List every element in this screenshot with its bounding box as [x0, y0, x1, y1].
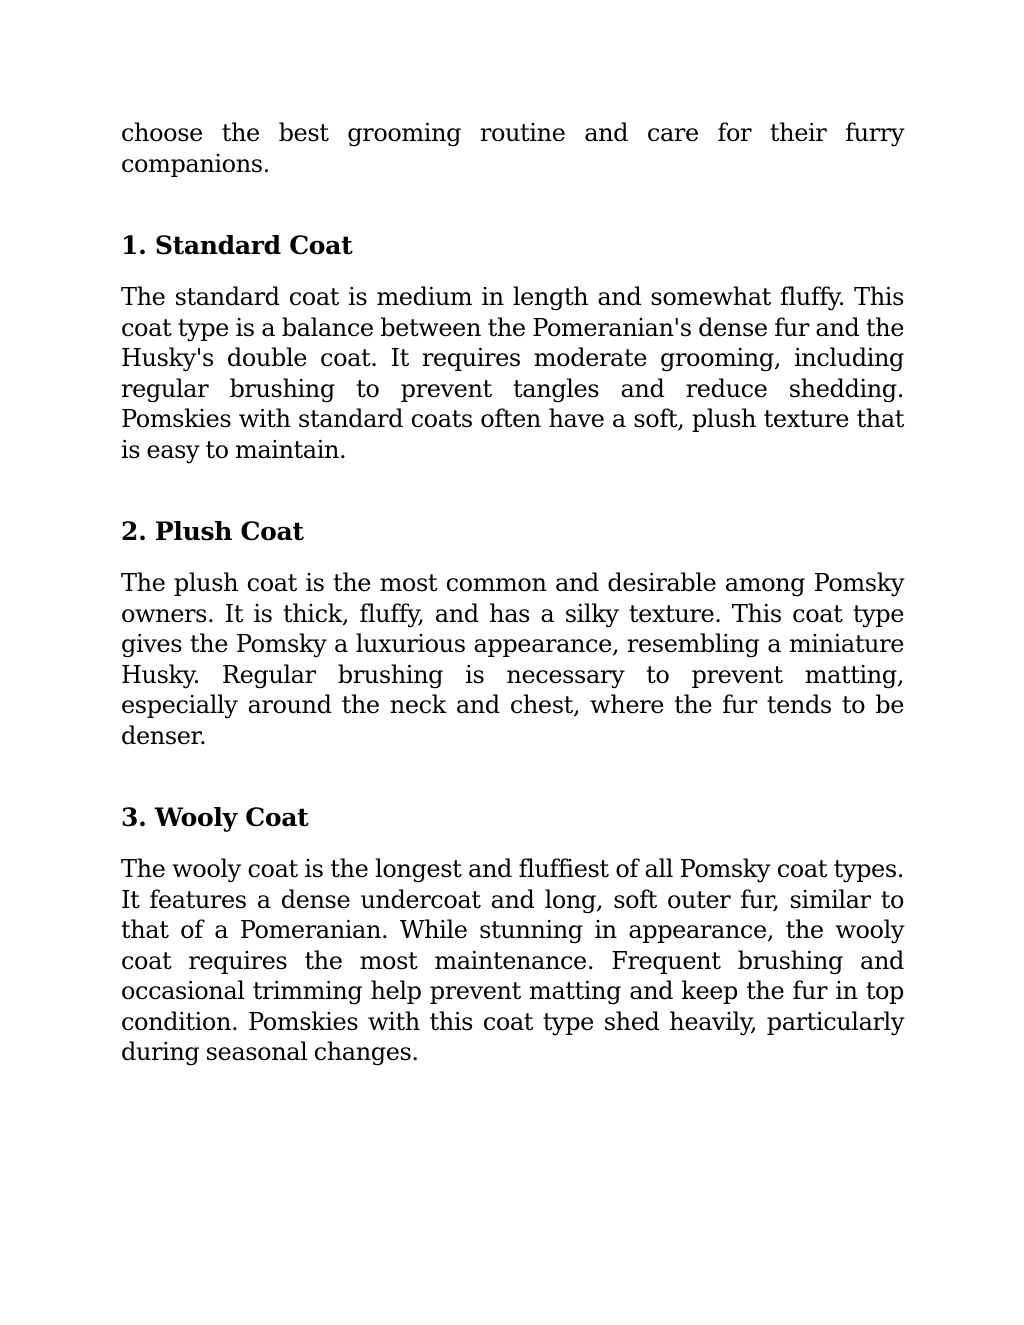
section-wooly-coat [121, 802, 904, 1068]
section-body: The plush coat is the most common and desirable among Pomsky owners. It is thick, fluffy, and has a silky texture. This coat type gives the Pomsky a luxurious appearance, resembling a miniature Husky. Regular brushing is necessary to prevent matting, especially around the neck and chest, where the fur tends to be denser. [121, 569, 904, 750]
section-body: The standard coat is medium in length and somewhat fluffy. This coat type is a balance between the Pomeranian's dense fur and the Husky's double coat. It requires moderate grooming, including regular brushing to prevent tangles and reduce shedding. Pomskies with standard coats often have a soft, plush texture that is easy to maintain. [121, 283, 904, 464]
spacer [121, 465, 904, 516]
spacer [121, 548, 904, 568]
section-body: The wooly coat is the longest and fluffiest of all Pomsky coat types. It features a dense undercoat and long, soft outer fur, similar to that of a Pomeranian. While stunning in appearance, the wooly coat requires the most maintenance. Frequent brushing and occasional trimming help prevent matting and keep the fur in top condition. Pomskies with this coat type shed heavily, particularly during seasonal changes. [121, 855, 904, 1066]
section-plush-coat [121, 516, 904, 751]
spacer [121, 262, 904, 282]
section-heading: 1. Standard Coat [121, 231, 353, 260]
spacer [121, 834, 904, 854]
spacer [121, 179, 904, 230]
intro-paragraph: choose the best grooming routine and care for their furry companions. [121, 119, 904, 178]
section-heading: 3. Wooly Coat [121, 803, 309, 832]
section-standard-coat [121, 230, 904, 465]
spacer [121, 751, 904, 802]
document-page [121, 118, 904, 1068]
section-heading: 2. Plush Coat [121, 517, 304, 546]
